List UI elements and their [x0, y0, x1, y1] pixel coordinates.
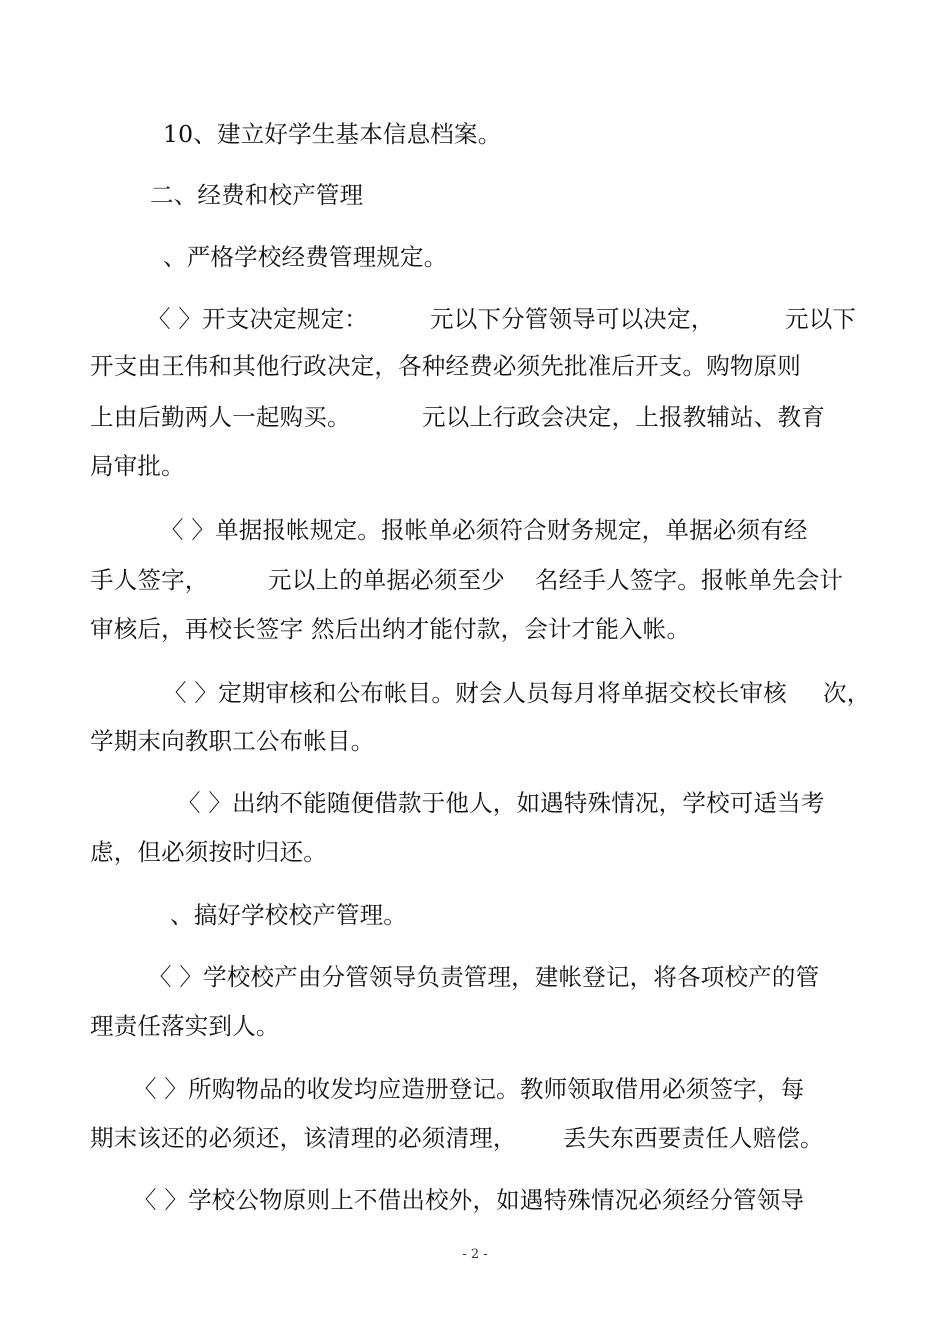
text-line: 虑，但必须按时归还。: [90, 838, 327, 866]
text-line: 〈 〉定期审核和公布帐目。财会人员每月将单据交校长审核: [163, 679, 787, 707]
text-line: 元以上行政会决定，上报教辅站、教育: [422, 403, 825, 431]
text-line: 名经手人签字。报帐单先会计: [535, 566, 844, 594]
text-line: 〈 〉所购物品的收发均应造册登记。教师领取借用必须签字，每: [133, 1075, 805, 1103]
text-line: 手人签字，: [90, 566, 209, 594]
text-line: 〈 〉出纳不能随便借款于他人，如遇特殊情况，学校可适当考: [177, 789, 825, 817]
text-line: 局审批。: [90, 452, 185, 480]
text-line: 次，: [823, 679, 871, 707]
subsection-heading: 、搞好学校校产管理。: [170, 901, 407, 929]
text-line: 〈 〉单据报帐规定。报帐单必须符合财务规定，单据必须有经: [160, 516, 808, 544]
text-line: 10、建立好学生基本信息档案。: [163, 120, 502, 148]
subsection-heading: 、严格学校经费管理规定。: [163, 243, 448, 271]
text-line: 学期末向教职工公布帐目。: [90, 727, 375, 755]
text-line: 开支由王伟和其他行政决定，各种经费必须先批准后开支。购物原则: [90, 352, 801, 380]
text-line: 元以下分管领导可以决定，: [430, 305, 715, 333]
text-line: 期末该还的必须还，该清理的必须清理，: [90, 1124, 517, 1152]
page-number: - 2 -: [462, 1247, 488, 1262]
text-line: 〈 〉学校公物原则上不借出校外，如遇特殊情况必须经分管领导: [133, 1186, 805, 1214]
section-heading: 二、经费和校产管理: [150, 181, 364, 209]
text-line: 〈 〉开支决定规定：: [147, 305, 368, 333]
text-line: 〈 〉学校校产由分管领导负责管理，建帐登记，将各项校产的管: [148, 963, 820, 991]
text-line: 理责任落实到人。: [90, 1012, 280, 1040]
text-line: 元以上的单据必须至少: [268, 566, 505, 594]
text-line: 丢失东西要责任人赔偿。: [563, 1124, 824, 1152]
text-line: 元以下: [785, 305, 857, 333]
text-line: 审核后，再校长签字 然后出纳才能付款，会计才能入帐。: [90, 615, 691, 643]
text-line: 上由后勤两人一起购买。: [90, 403, 351, 431]
